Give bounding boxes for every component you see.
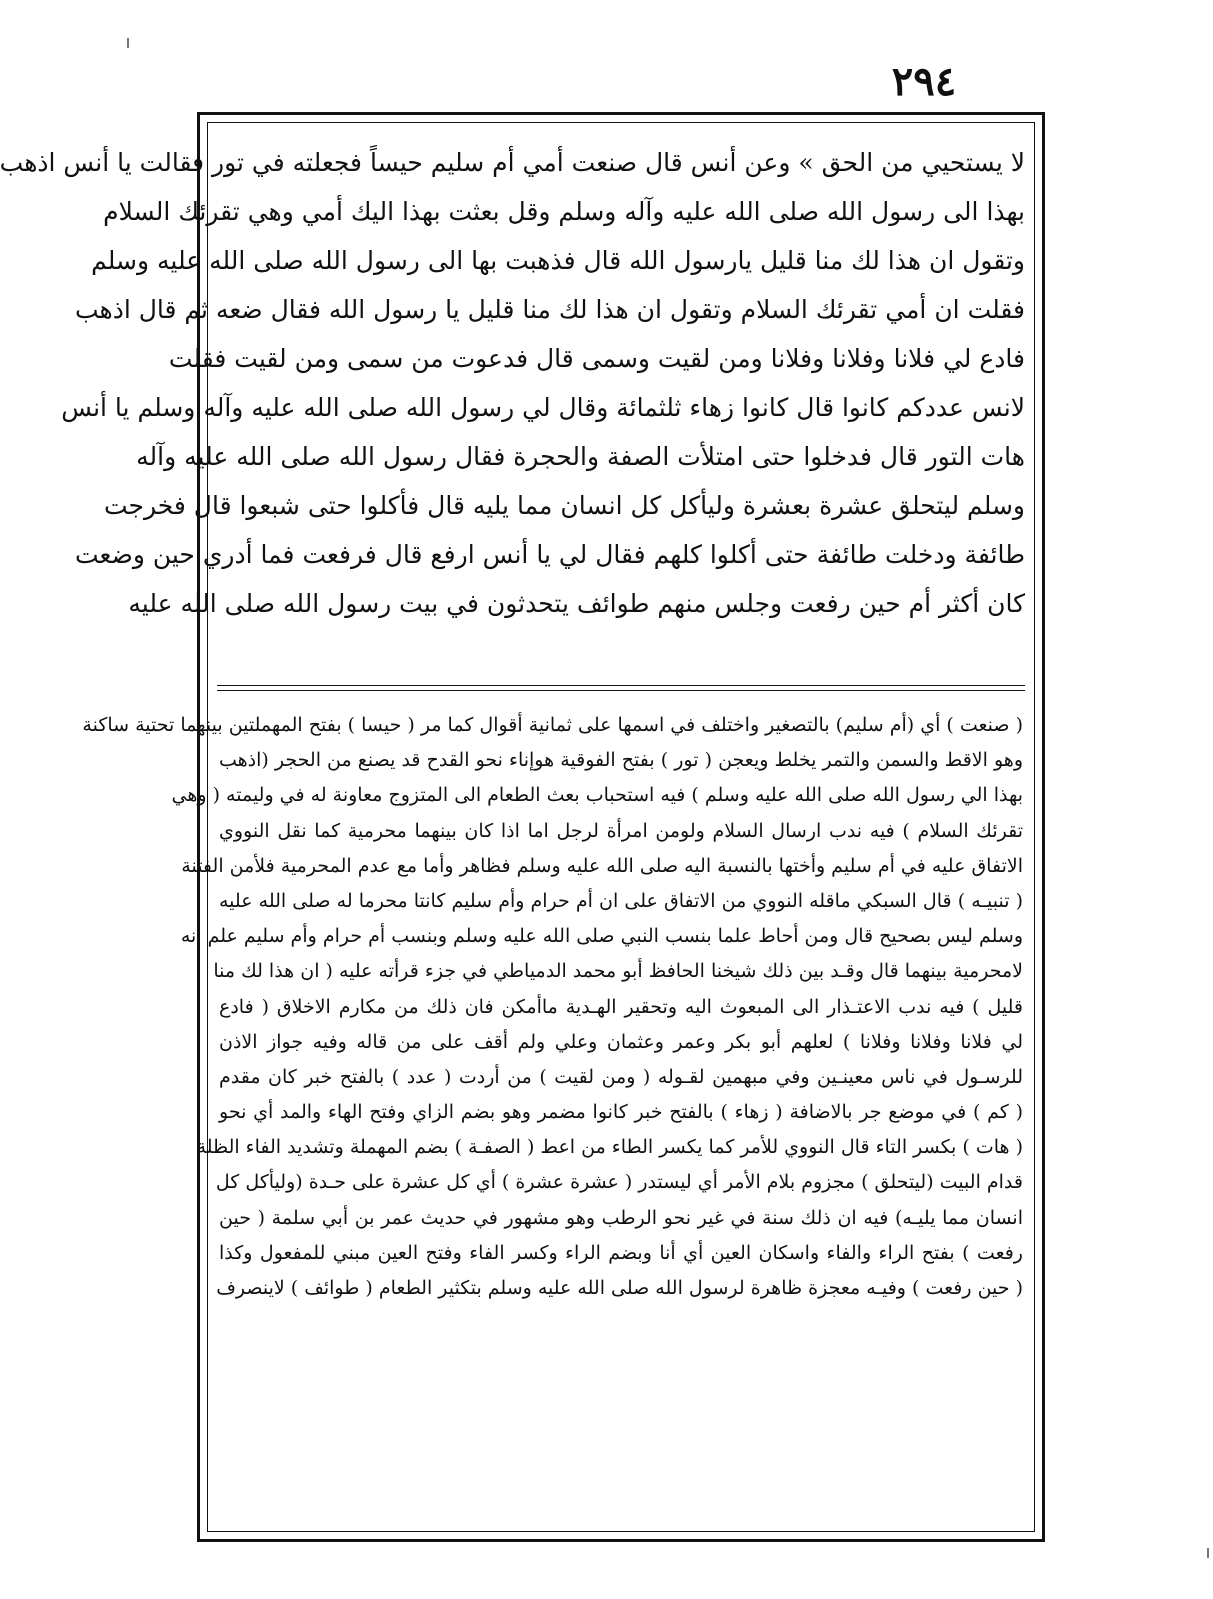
main-text-line: وتقول ان هذا لك منا قليل يارسول الله قال فذهبت بها الى رسول الله صلى الله عليه وسلم bbox=[91, 246, 1025, 275]
main-text-block bbox=[0, 138, 1025, 678]
main-text-line: هات التور قال فدخلوا حتى امتلأت الصفة والحجرة فقال رسول الله صلى الله عليه وآله bbox=[136, 442, 1025, 471]
main-text-line: لانس عددكم كانوا قال كانوا زهاء ثلثمائة وقال لي رسول الله صلى الله عليه وآله وسلم يا أنس bbox=[61, 393, 1025, 422]
commentary-line: قليل ) فيه ندب الاعتـذار الى المبعوث اليه وتحقير الهـدية ماأمكن فان ذلك من مكارم الاخلاق ( فادع bbox=[219, 995, 1023, 1018]
commentary-line: رفعت ) بفتح الراء والفاء واسكان العين أي أنا وبضم الراء وكسر الفاء وفتح العين مبني للمفعول وكذا bbox=[219, 1241, 1023, 1264]
commentary-line: ( صنعت ) أي (أم سليم) بالتصغير واختلف في اسمها على ثمانية أقوال كما مر ( حيسا ) بفتح المهملتين بينهما تحتية ساكنة bbox=[82, 714, 1023, 736]
section-divider bbox=[217, 690, 1025, 691]
commentary-line: انسان مما يليـه) فيه ان ذلك سنة في غير نحو الرطب وهو مشهور في حديث عمر بن أبي سلمة ( حين bbox=[219, 1206, 1023, 1229]
main-text-line: كان أكثر أم حين رفعت وجلس منهم طوائف يتحدثون في بيت رسول الله صلى الله عليه bbox=[128, 589, 1025, 618]
commentary-line: ( هات ) بكسر التاء قال النووي للأمر كما يكسر الطاء من اعط ( الصفـة ) بضم المهملة وتشديد الفاء الظلة bbox=[196, 1136, 1023, 1159]
commentary-block bbox=[82, 708, 1023, 1528]
commentary-line: لامحرمية بينهما قال وقـد بين ذلك شيخنا الحافظ أبو محمد الدمياطي في جزء قرأته عليه ( ان هذا لك منا bbox=[213, 960, 1023, 983]
section-divider bbox=[217, 685, 1025, 686]
commentary-line: ( كم ) في موضع جر بالاضافة ( زهاء ) بالفتح خبر كانوا مضمر وهو بضم الزاي وفتح الهاء والمد أي نحو bbox=[219, 1101, 1023, 1124]
commentary-line: بهذا الي رسول الله صلى الله عليه وسلم ) فيه استحباب بعث الطعام الى المتزوج معاونة له في وليمته ( وهي bbox=[171, 784, 1023, 807]
commentary-line: وسلم ليس بصحيح قال ومن أحاط علما بنسب النبي صلى الله عليه وسلم وبنسب أم حرام وأم سليم علم انه bbox=[180, 925, 1023, 948]
commentary-line: وهو الاقط والسمن والتمر يخلط ويعجن ( تور ) بفتح الفوقية هوإناء نحو القدح قد يصنع من الحجر (اذهب bbox=[219, 749, 1023, 772]
main-text-line: بهذا الى رسول الله صلى الله عليه وآله وسلم وقل بعثت بهذا اليك أمي وهي تقرئك السلام bbox=[103, 197, 1025, 226]
main-text-line: طائفة ودخلت طائفة حتى أكلوا كلهم فقال لي يا أنس ارفع قال فرفعت فما أدري حين وضعت bbox=[74, 540, 1025, 569]
commentary-line: للرسـول في ناس معينـين وفي مبهمين لقـوله ( ومن لقيت ) من أردت ( عدد ) بالفتح خبر كان مقدم bbox=[219, 1065, 1023, 1088]
page-number: ٢٩٤ bbox=[891, 58, 957, 105]
main-text-line: فادع لي فلانا وفلانا وفلانا ومن لقيت وسمى قال فدعوت من سمى ومن لقيت فقلت bbox=[168, 344, 1025, 373]
commentary-line: ( حين رفعت ) وفيـه معجزة ظاهرة لرسول الله صلى الله عليه وسلم بتكثير الطعام ( طوائف ) لاينصرف bbox=[216, 1277, 1023, 1299]
commentary-line: تقرئك السلام ) فيه ندب ارسال السلام ولومن امرأة لرجل اما اذا كان بينهما محرمية كما نقل النووي bbox=[219, 819, 1023, 842]
commentary-line: الاتفاق عليه في أم سليم وأختها بالنسبة اليه صلى الله عليه وسلم فظاهر وأما مع عدم المحرمية فلأمن الفتنة bbox=[181, 854, 1023, 877]
commentary-line: قدام البيت (ليتحلق ) مجزوم بلام الأمر أي ليستدر ( عشرة عشرة ) أي كل عشرة على حـدة (وليأكل كل bbox=[215, 1171, 1023, 1194]
scan-speck bbox=[1207, 1548, 1209, 1558]
main-text-line: لا يستحيي من الحق » وعن أنس قال صنعت أمي أم سليم حيساً فجعلته في تور فقالت يا أنس اذهب bbox=[0, 148, 1025, 177]
main-text-line: وسلم ليتحلق عشرة بعشرة وليأكل كل انسان مما يليه قال فأكلوا حتى شبعوا قال فخرجت bbox=[103, 491, 1025, 520]
commentary-line: ( تنبيـه ) قال السبكي ماقله النووي من الاتفاق على ان أم حرام وأم سليم كانتا محرما له صلى الله عليه bbox=[219, 889, 1023, 912]
scan-speck bbox=[127, 38, 129, 48]
commentary-line: لي فلانا وفلانا وفلانا ) لعلهم أبو بكر وعمر وعثمان وعلي ولم أقف على من قاله وفيه جواز الاذن bbox=[219, 1030, 1023, 1053]
main-text-line: فقلت ان أمي تقرئك السلام وتقول ان هذا لك منا قليل يا رسول الله فقال ضعه ثم قال اذهب bbox=[74, 295, 1025, 324]
